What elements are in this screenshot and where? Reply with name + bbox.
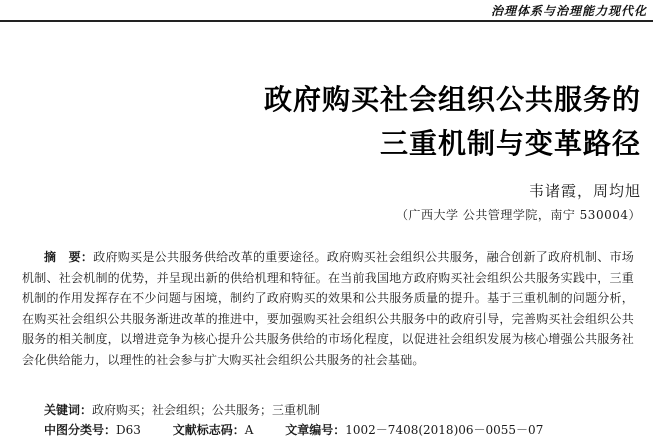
title-line-1: 政府购买社会组织公共服务的 <box>263 83 641 116</box>
clc-group <box>44 423 145 437</box>
doc-code-value: A <box>244 423 254 437</box>
keywords-label: 关键词： <box>44 403 93 417</box>
abstract-text: 政府购买是公共服务供给改革的重要途径。政府购买社会组织公共服务，融合创新了政府机制、市场机制、社会机制的优势，并呈现出新的供给机理和特征。在当前我国地方政府购买社会组织公共服务实践中，三重机制的作用发挥存在不少问题与困境，制约了政府购买的效果和公共服务质量的提升。基于三重机制的问题分析，在购买社会组织公共服务渐进改革的推进中，要加强购买社会组织公共服务中的政府引导，完善购买社会组织公共服务的相关制度，以增进竞争为核心提升公共服务供给的市场化程度，以促进社会组织发展为核心增强公共服务社会化供给能力，以理性的社会参与扩大购买社会组织公共服务的社会基础。 <box>22 250 634 367</box>
doc-code-group <box>173 423 258 437</box>
affiliation: （广西大学 公共管理学院，南宁 530004） <box>396 208 641 222</box>
authors: 韦诸霞，周均旭 <box>528 182 641 200</box>
running-header <box>0 0 653 22</box>
clc-value: D63 <box>116 423 141 437</box>
keywords <box>44 401 320 418</box>
article-metadata <box>44 421 571 438</box>
article-no-value: 1002－7408(2018)06－0055－07 <box>345 423 544 437</box>
article-no-label: 文章编号： <box>285 423 346 437</box>
title-line-2: 三重机制与变革路径 <box>379 127 641 160</box>
journal-section-label: 治理体系与治理能力现代化 <box>490 4 647 18</box>
doc-code-label: 文献标志码： <box>172 423 245 437</box>
article-title <box>264 78 641 166</box>
abstract-label: 摘 要： <box>44 250 94 264</box>
clc-label: 中图分类号： <box>44 423 117 437</box>
abstract <box>22 247 634 370</box>
keywords-text: 政府购买；社会组织；公共服务；三重机制 <box>92 403 321 417</box>
article-no-group <box>285 423 543 437</box>
